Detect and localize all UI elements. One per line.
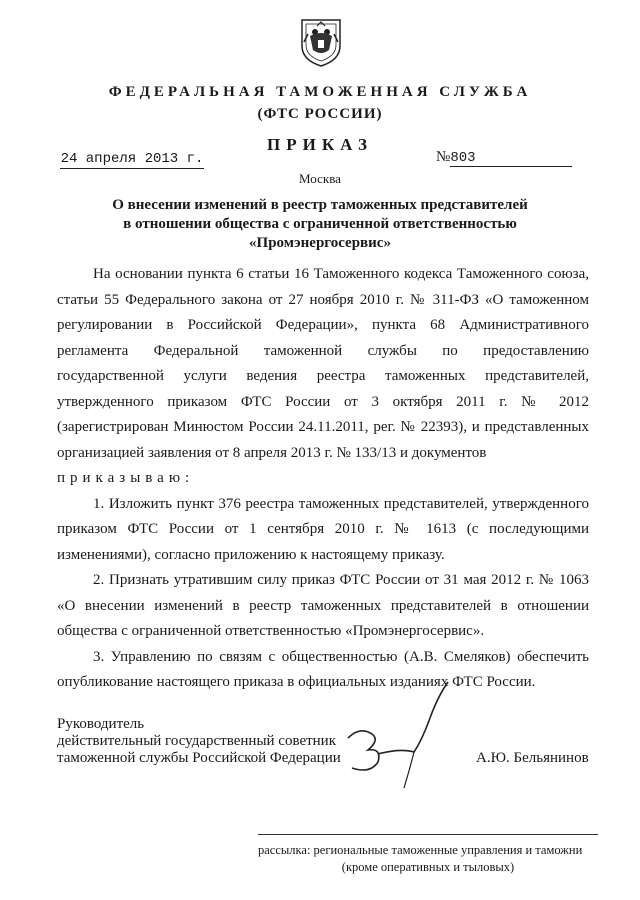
preamble-paragraph: На основании пункта 6 статьи 16 Таможенного кодекса Таможенного союза, статьи 55 Федерального закона от 27 ноября 2010 г. № 311-ФЗ «О таможенном регулировании в Российской Федерации», пункта 68 Административного регламента Федеральной таможенной службы по предоставлению государственной услуги ведения реестра таможенных представителей, утвержденного приказом ФТС России от 3 октября 2011 г. № 2012 (зарегистрирован Минюстом России 24.11.2011, рег. № 22393), и представленных организацией заявления от 8 апреля 2013 г. № 133/13 и документов [57, 266, 589, 461]
distribution-divider [258, 834, 598, 835]
russian-eagle-emblem-icon [298, 16, 344, 68]
title-line: в отношении общества с ограниченной ответственностью [123, 216, 517, 232]
distribution-list [258, 842, 598, 876]
title-line: О внесении изменений в реестр таможенных представителей [112, 197, 528, 213]
item-paragraph-3: 3. Управлению по связям с общественностью (А.В. Смеляков) обеспечить опубликование настоящего приказа в официальных изданиях ФТС России. [57, 648, 589, 690]
number-value: 803 [450, 150, 476, 166]
order-number [436, 149, 572, 167]
position-line: действительный государственный советник [57, 733, 337, 749]
position-line: таможенной службы Российской Федерации [57, 750, 341, 766]
document-body [57, 262, 589, 696]
number-prefix: № [436, 149, 451, 165]
item-paragraph-2: 2. Признать утратившим силу приказ ФТС России от 31 мая 2012 г. № 1063 «О внесении изменений в реестр таможенных представителей в отношении общества с ограниченной ответственностью «Промэнергосервис». [57, 572, 589, 639]
distribution-line: (кроме оперативных и тыловых) [341, 860, 515, 874]
agency-abbreviation: (ФТС РОССИИ) [257, 106, 383, 122]
position-line: Руководитель [57, 716, 145, 732]
signatory-position [57, 716, 341, 767]
agency-name: ФЕДЕРАЛЬНАЯ ТАМОЖЕННАЯ СЛУЖБА [108, 84, 532, 100]
order-date: 24 апреля 2013 г. [60, 151, 204, 167]
order-word-paragraph: приказываю: [57, 470, 195, 486]
handwritten-signature-icon [330, 678, 460, 798]
distribution-line: рассылка: региональные таможенные управления и таможни [258, 843, 583, 857]
document-title [0, 196, 640, 253]
document-type: ПРИКАЗ [267, 135, 373, 154]
item-paragraph-1: 1. Изложить пункт 376 реестра таможенных представителей, утвержденного приказом ФТС России от 1 сентября 2010 г. № 1613 (с последующими изменениями), согласно приложению к настоящему приказу. [57, 495, 589, 563]
city: Москва [299, 171, 341, 186]
signatory-name: А.Ю. Бельянинов [476, 750, 589, 766]
title-line: «Промэнергосервис» [249, 235, 391, 251]
